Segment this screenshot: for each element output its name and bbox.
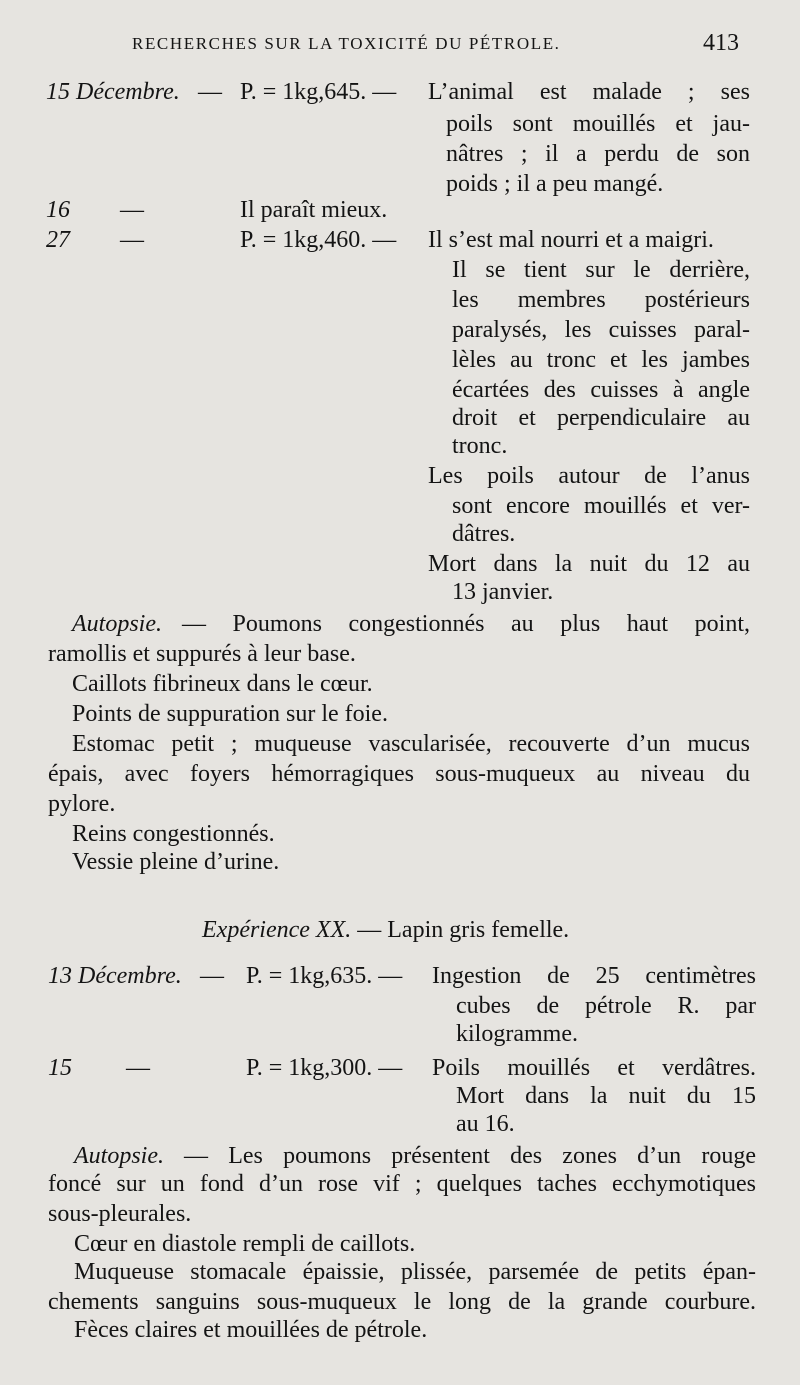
finding-line: pylore. — [48, 791, 116, 817]
entry-dash: — — [126, 1055, 150, 1081]
autopsy-text: — Poumons congestionnés au plus haut point, — [182, 611, 750, 637]
entry-text-line: les membres postérieurs — [452, 287, 750, 313]
entry-text-line: écartées des cuisses à angle — [452, 377, 750, 403]
entry-text-line: Il se tient sur le derrière, — [452, 257, 750, 283]
autopsy-text: ramollis et suppurés à leur base. — [48, 641, 356, 667]
finding-line: Fèces claires et mouillées de pétrole. — [74, 1317, 428, 1343]
finding-line: chements sanguins sous-muqueux le long de la grande courbure. — [48, 1289, 756, 1315]
autopsy-text: — Les poumons présentent des zones d’un rouge — [184, 1143, 756, 1169]
finding-line: épais, avec foyers hémorragiques sous-muqueux au niveau du — [48, 761, 750, 787]
entry-weight: P. = 1kg,460. — — [240, 227, 397, 253]
entry-day: 15 — [48, 1055, 72, 1081]
autopsy-label: Autopsie. — [74, 1143, 164, 1169]
entry-dash: — — [120, 197, 144, 223]
finding-line: Estomac petit ; muqueuse vascularisée, recouverte d’un mucus — [72, 731, 750, 757]
entry-weight: P. = 1kg,635. — — [246, 963, 403, 989]
autopsy-text: foncé sur un fond d’un rose vif ; quelques taches ecchymotiques — [48, 1171, 756, 1197]
entry-date: 13 Décembre. — [48, 963, 182, 989]
entry-text-line: Il s’est mal nourri et a maigri. — [428, 227, 714, 253]
entry-text-line: paralysés, les cuisses paral- — [452, 317, 750, 343]
running-title: RECHERCHES SUR LA TOXICITÉ DU PÉTROLE. — [132, 34, 561, 53]
entry-day: 27 — [46, 227, 70, 253]
entry-text-line: kilogramme. — [456, 1021, 578, 1047]
note-line: dâtres. — [452, 521, 516, 547]
entry-text-line: poids ; il a peu mangé. — [446, 171, 664, 197]
finding-line: Muqueuse stomacale épaissie, plissée, parsemée de petits épan- — [74, 1259, 756, 1285]
entry-text-line: droit et perpendiculaire au — [452, 405, 750, 431]
finding-line: Points de suppuration sur le foie. — [72, 701, 388, 727]
death-note: 13 janvier. — [452, 579, 554, 605]
entry-text-line: cubes de pétrole R. par — [456, 993, 756, 1019]
entry-text-line: Il paraît mieux. — [240, 197, 388, 223]
death-note: Mort dans la nuit du 12 au — [428, 551, 750, 577]
note-line: sont encore mouillés et ver- — [452, 493, 750, 519]
entry-date: 15 Décembre. — [46, 79, 180, 105]
finding-line: Cœur en diastole rempli de caillots. — [74, 1231, 416, 1257]
finding-line: Caillots fibrineux dans le cœur. — [72, 671, 373, 697]
autopsy-text: sous-pleurales. — [48, 1201, 192, 1227]
entry-text-line: Ingestion de 25 centimètres — [432, 963, 756, 989]
entry-text-line: poils sont mouillés et jau- — [446, 111, 750, 137]
entry-weight: P. = 1kg,645. — — [240, 79, 397, 105]
page-number: 413 — [703, 30, 739, 56]
entry-day: 16 — [46, 197, 70, 223]
autopsy-label: Autopsie. — [72, 611, 162, 637]
entry-weight: P. = 1kg,300. — — [246, 1055, 403, 1081]
entry-text-line: tronc. — [452, 433, 508, 459]
entry-text-line: au 16. — [456, 1111, 515, 1137]
entry-dash: — — [200, 963, 224, 989]
entry-text-line: Poils mouillés et verdâtres. — [432, 1055, 756, 1081]
entry-text-line: lèles au tronc et les jambes — [452, 347, 750, 373]
entry-text-line: nâtres ; il a perdu de son — [446, 141, 750, 167]
entry-text-line: Mort dans la nuit du 15 — [456, 1083, 756, 1109]
page-header — [0, 30, 800, 64]
finding-line: Vessie pleine d’urine. — [72, 849, 280, 875]
entry-dash: — — [120, 227, 144, 253]
note-line: Les poils autour de l’anus — [428, 463, 750, 489]
entry-dash: — — [198, 79, 222, 105]
finding-line: Reins congestionnés. — [72, 821, 275, 847]
experiment-heading: Expérience XX. — Lapin gris femelle. — [202, 917, 570, 943]
entry-text-line: L’animal est malade ; ses — [428, 79, 750, 105]
